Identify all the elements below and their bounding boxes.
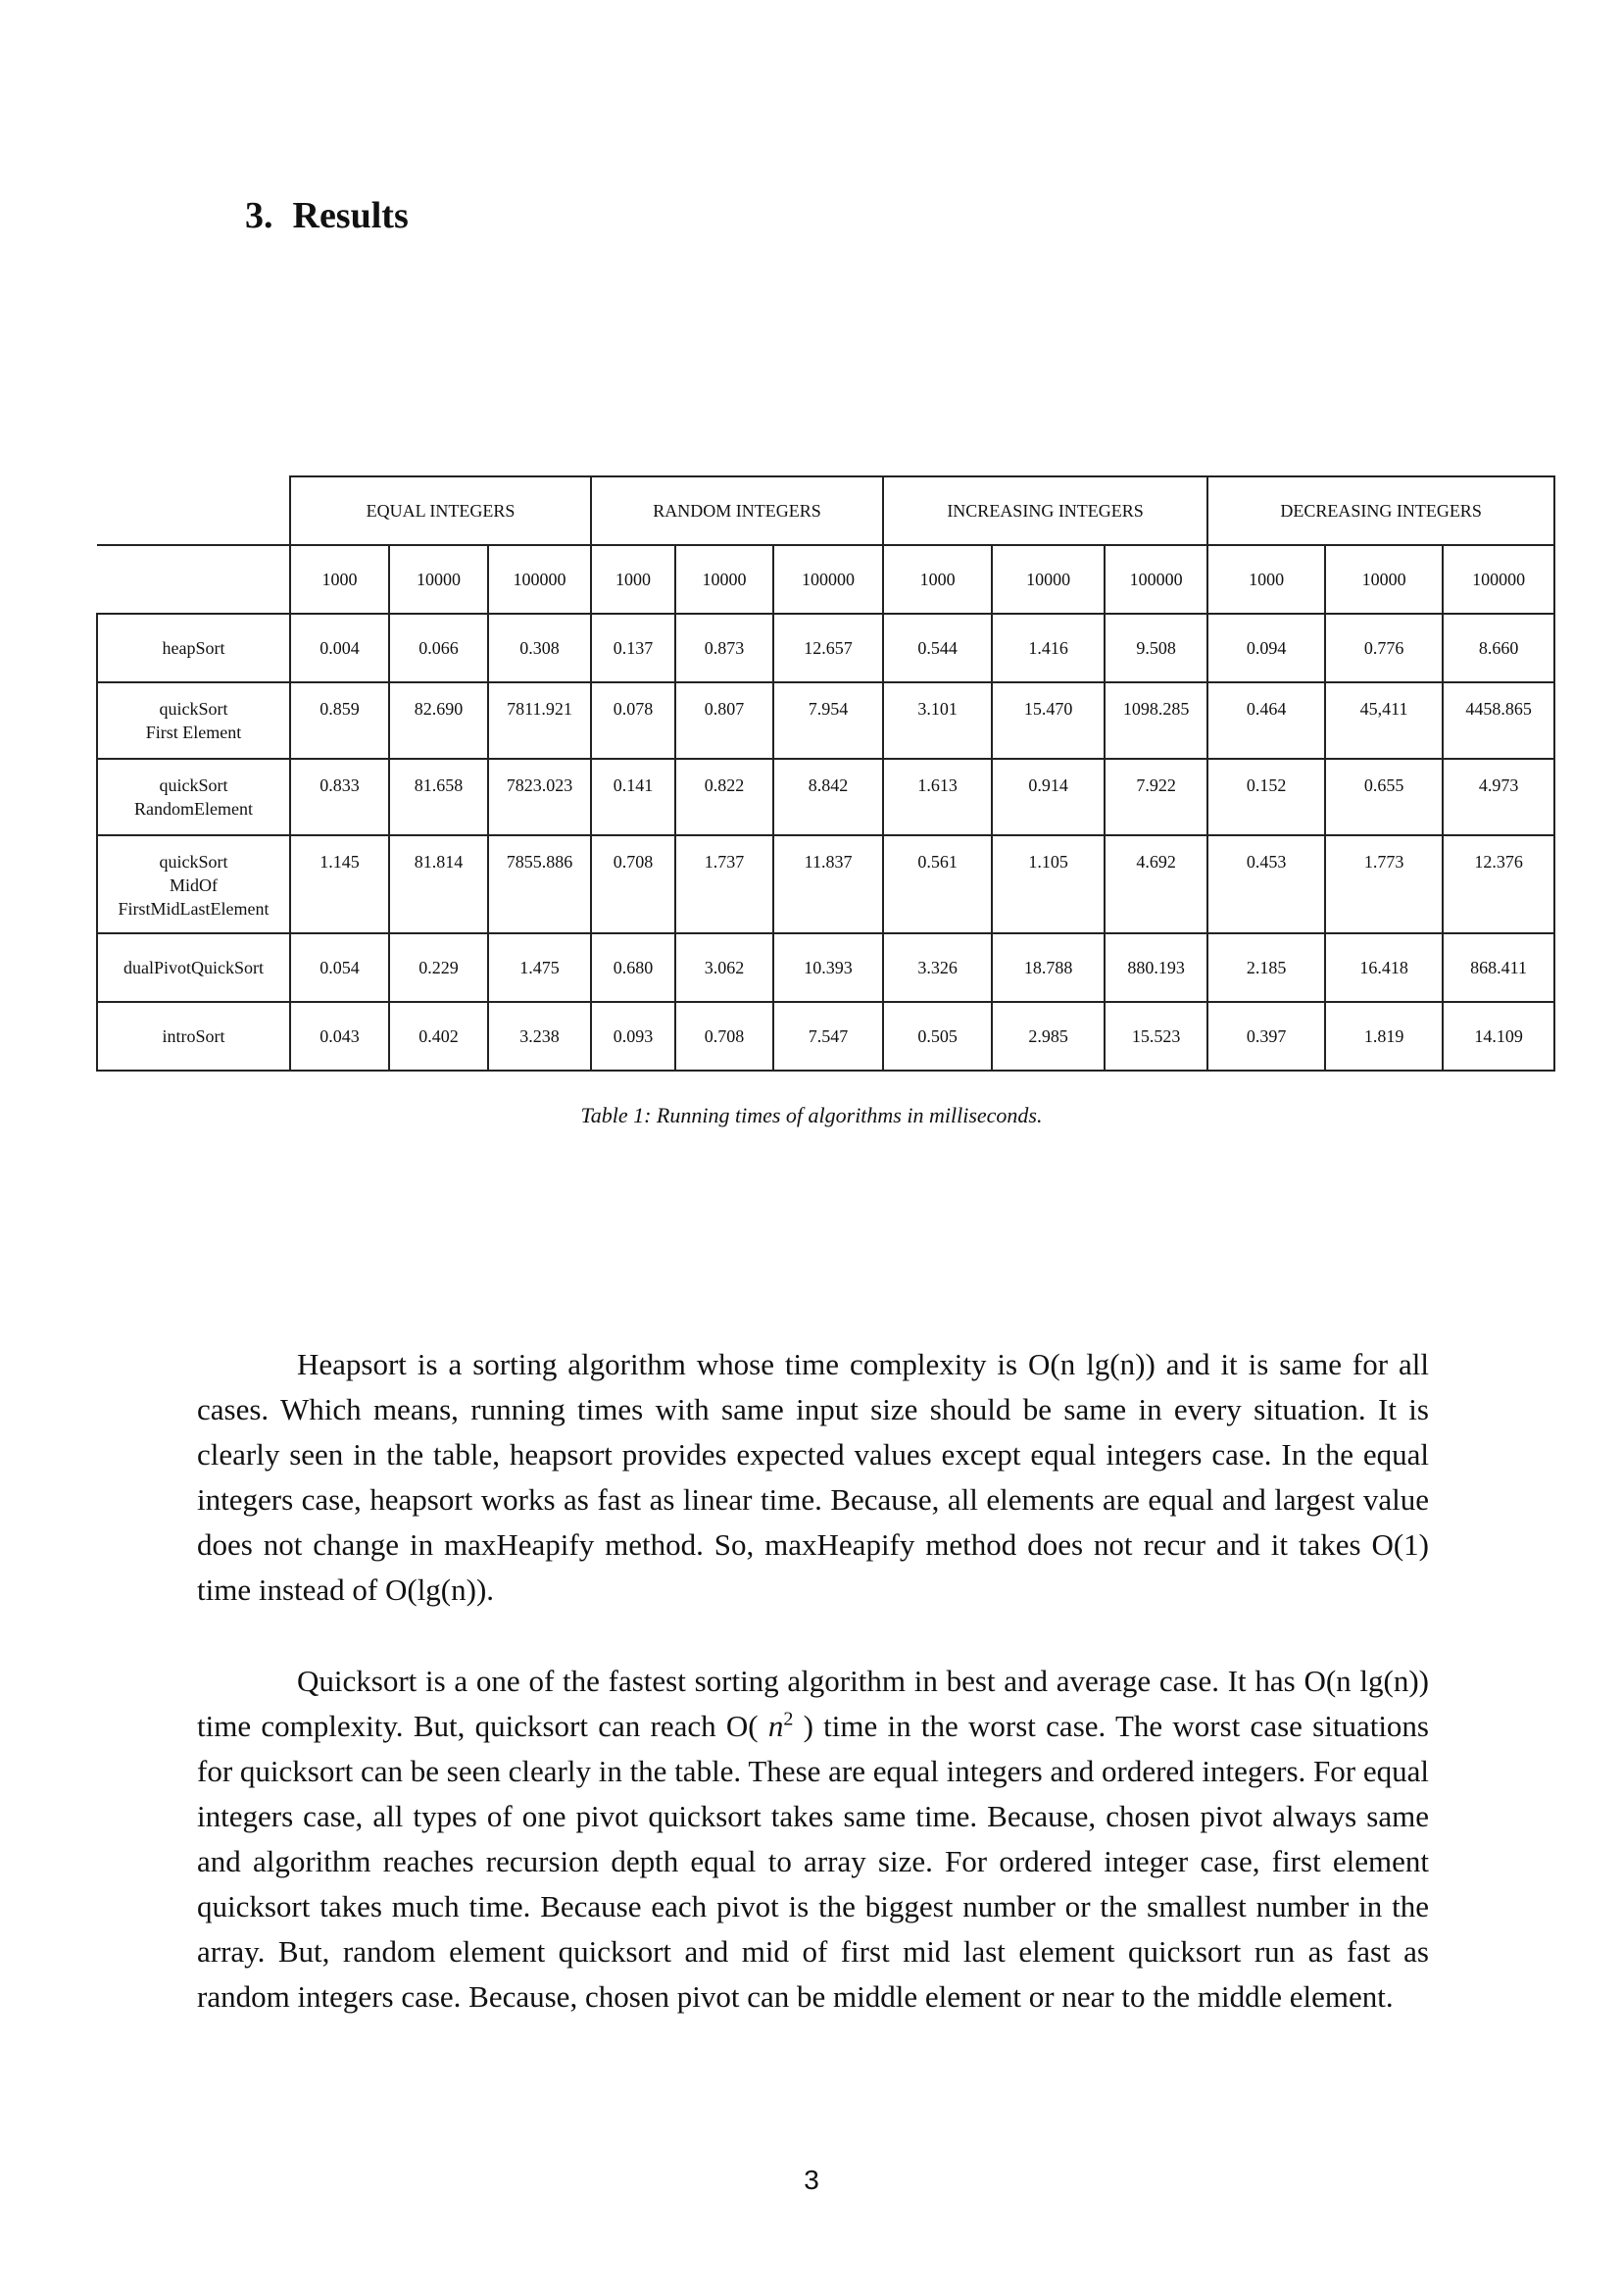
size-header: 100000	[1443, 545, 1554, 614]
table-cell: 868.411	[1443, 933, 1554, 1002]
table-cell: 15.470	[992, 682, 1105, 759]
table-cell: 8.660	[1443, 614, 1554, 682]
group-header-random: RANDOM INTEGERS	[591, 476, 883, 545]
table-cell: 0.094	[1207, 614, 1325, 682]
paragraph-text: Quicksort is a one of the fastest sorting algorithm in best and average case. It has O(n lg(n)) time complexity. But, quicksort can reach O(	[197, 1664, 1429, 1743]
table-cell: 8.842	[773, 759, 883, 835]
table-cell: 1.819	[1325, 1002, 1443, 1071]
size-header: 1000	[883, 545, 992, 614]
size-header: 1000	[591, 545, 675, 614]
group-header-equal: EQUAL INTEGERS	[290, 476, 591, 545]
table-cell: 0.066	[389, 614, 488, 682]
algorithm-name	[97, 759, 290, 835]
table-cell: 0.054	[290, 933, 389, 1002]
table-cell: 0.453	[1207, 835, 1325, 933]
table-cell: 18.788	[992, 933, 1105, 1002]
table-cell: 82.690	[389, 682, 488, 759]
paragraph-heapsort: Heapsort is a sorting algorithm whose time complexity is O(n lg(n)) and it is same for all cases. Which means, running times with same input size should be same in every situation. It is clearly seen in the table, heapsort provides expected values except equal integers case. In the equal integers case, heapsort works as fast as linear time. Because, all elements are equal and largest value does not change in maxHeapify method. So, maxHeapify method does not recur and it takes O(1) time instead of O(lg(n)).	[197, 1347, 1429, 1607]
table-cell: 0.505	[883, 1002, 992, 1071]
paragraph-text: ) time in the worst case. The worst case situations for quicksort can be seen clearly in the table. These are equal integers and ordered integers. For equal integers case, all types of one pivot quicksort takes same time. Because, chosen pivot always same and algorithm reaches recursion depth equal to array size. For ordered integer case, first element quicksort takes much time. Because each pivot is the biggest number or the smallest number in the array. But, random element quicksort and mid of first mid last element quicksort run as fast as random integers case. Because, chosen pivot can be middle element or near to the middle element.	[197, 1709, 1429, 2014]
paragraph-quicksort	[197, 1659, 1429, 2020]
table-cell: 0.708	[591, 835, 675, 933]
table-cell: 0.822	[675, 759, 773, 835]
size-header: 10000	[1325, 545, 1443, 614]
table-cell: 1.475	[488, 933, 591, 1002]
table-cell: 10.393	[773, 933, 883, 1002]
table-cell: 880.193	[1105, 933, 1207, 1002]
table-cell: 4458.865	[1443, 682, 1554, 759]
table-cell: 4.973	[1443, 759, 1554, 835]
section-heading	[245, 194, 409, 237]
math-exponent: 2	[783, 1708, 794, 1730]
size-header: 1000	[1207, 545, 1325, 614]
table-cell: 0.776	[1325, 614, 1443, 682]
size-header: 1000	[290, 545, 389, 614]
table-cell: 0.873	[675, 614, 773, 682]
table-cell: 7.922	[1105, 759, 1207, 835]
table-cell: 0.680	[591, 933, 675, 1002]
table-cell: 0.655	[1325, 759, 1443, 835]
algorithm-name-line: quickSort	[159, 775, 228, 795]
table-cell: 7.954	[773, 682, 883, 759]
table-cell: 81.814	[389, 835, 488, 933]
table-group-header-row	[97, 476, 1554, 545]
table-cell: 9.508	[1105, 614, 1207, 682]
algorithm-name-line: FirstMidLastElement	[118, 899, 270, 919]
table-cell: 7811.921	[488, 682, 591, 759]
algorithm-name-line: RandomElement	[134, 799, 253, 819]
algorithm-name-line: quickSort	[159, 852, 228, 872]
table-cell: 45,411	[1325, 682, 1443, 759]
table-cell: 12.376	[1443, 835, 1554, 933]
algorithm-name	[97, 1002, 290, 1071]
table-row	[97, 1002, 1554, 1071]
table-cell: 0.464	[1207, 682, 1325, 759]
table-corner	[97, 476, 290, 545]
size-header: 100000	[773, 545, 883, 614]
table-cell: 1.613	[883, 759, 992, 835]
running-times-table	[96, 475, 1555, 1072]
table-cell: 0.859	[290, 682, 389, 759]
table-cell: 0.229	[389, 933, 488, 1002]
size-header: 10000	[389, 545, 488, 614]
math-variable: n	[767, 1709, 784, 1743]
algorithm-name-line: MidOf	[170, 875, 218, 895]
table-cell: 0.152	[1207, 759, 1325, 835]
group-header-decreasing: DECREASING INTEGERS	[1207, 476, 1554, 545]
table-cell: 14.109	[1443, 1002, 1554, 1071]
table-cell: 0.137	[591, 614, 675, 682]
algorithm-name	[97, 835, 290, 933]
table-cell: 0.308	[488, 614, 591, 682]
table-row	[97, 614, 1554, 682]
table-corner	[97, 545, 290, 614]
table-cell: 0.141	[591, 759, 675, 835]
table-cell: 0.402	[389, 1002, 488, 1071]
table-cell: 0.544	[883, 614, 992, 682]
table-cell: 3.238	[488, 1002, 591, 1071]
table-cell: 7823.023	[488, 759, 591, 835]
algorithm-name-line: introSort	[162, 1026, 225, 1046]
table-cell: 3.062	[675, 933, 773, 1002]
table-cell: 2.985	[992, 1002, 1105, 1071]
table-cell: 0.833	[290, 759, 389, 835]
table-cell: 2.185	[1207, 933, 1325, 1002]
table-caption: Table 1: Running times of algorithms in milliseconds.	[580, 1103, 1043, 1127]
table-cell: 11.837	[773, 835, 883, 933]
table-cell: 0.093	[591, 1002, 675, 1071]
table-cell: 16.418	[1325, 933, 1443, 1002]
table-cell: 0.043	[290, 1002, 389, 1071]
algorithm-name-line: heapSort	[162, 638, 225, 658]
algorithm-name-line: quickSort	[159, 699, 228, 719]
table-cell: 4.692	[1105, 835, 1207, 933]
algorithm-name-line: dualPivotQuickSort	[123, 958, 264, 977]
algorithm-name	[97, 933, 290, 1002]
size-header: 100000	[1105, 545, 1207, 614]
table-cell: 0.807	[675, 682, 773, 759]
table-cell: 7855.886	[488, 835, 591, 933]
algorithm-name-line: First Element	[145, 723, 242, 742]
algorithm-name	[97, 682, 290, 759]
size-header: 10000	[675, 545, 773, 614]
table-row	[97, 759, 1554, 835]
section-title: Results	[292, 195, 409, 236]
table-cell: 1.773	[1325, 835, 1443, 933]
size-header: 100000	[488, 545, 591, 614]
table-row	[97, 835, 1554, 933]
table-cell: 15.523	[1105, 1002, 1207, 1071]
table-cell: 1.737	[675, 835, 773, 933]
table-cell: 1.105	[992, 835, 1105, 933]
table-cell: 1098.285	[1105, 682, 1207, 759]
section-number: 3.	[245, 195, 273, 236]
table-cell: 0.397	[1207, 1002, 1325, 1071]
table-cell: 1.416	[992, 614, 1105, 682]
table-cell: 1.145	[290, 835, 389, 933]
table-cell: 0.561	[883, 835, 992, 933]
table-cell: 3.101	[883, 682, 992, 759]
table-cell: 0.708	[675, 1002, 773, 1071]
table-row	[97, 933, 1554, 1002]
table-size-header-row	[97, 545, 1554, 614]
group-header-increasing: INCREASING INTEGERS	[883, 476, 1207, 545]
table-cell: 0.078	[591, 682, 675, 759]
page-number: 3	[804, 2165, 819, 2195]
table-cell: 12.657	[773, 614, 883, 682]
table-cell: 7.547	[773, 1002, 883, 1071]
table-cell: 81.658	[389, 759, 488, 835]
table-cell: 0.004	[290, 614, 389, 682]
size-header: 10000	[992, 545, 1105, 614]
table-cell: 3.326	[883, 933, 992, 1002]
table-row	[97, 682, 1554, 759]
algorithm-name	[97, 614, 290, 682]
table-cell: 0.914	[992, 759, 1105, 835]
